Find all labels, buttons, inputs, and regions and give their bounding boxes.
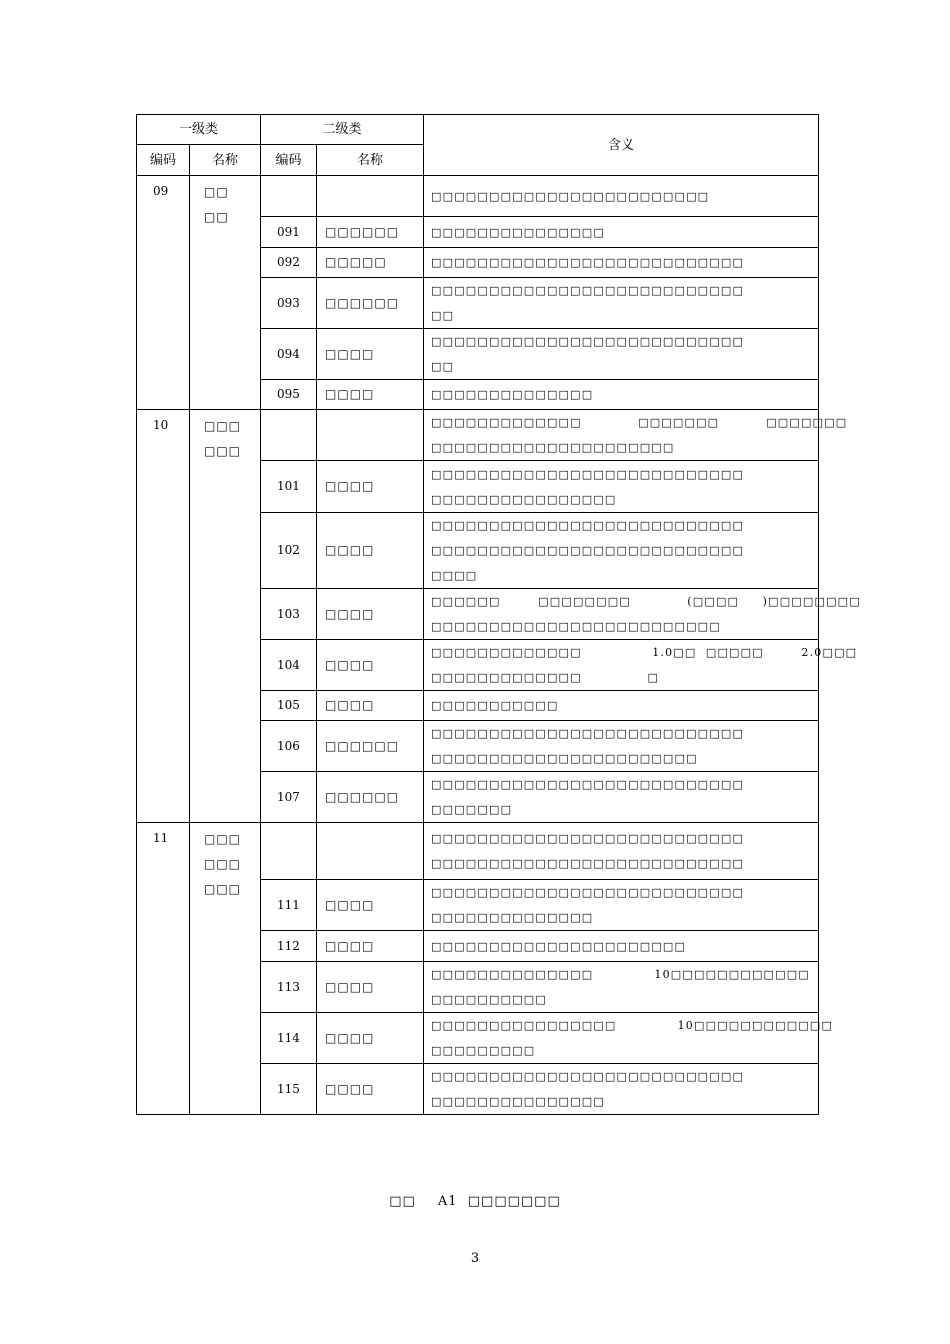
meaning-line: □□□□ bbox=[431, 569, 478, 582]
table-caption bbox=[0, 1194, 950, 1209]
level2-name: □□□□ bbox=[317, 380, 424, 410]
header-level2: 二级类 bbox=[261, 115, 424, 145]
level2-meaning bbox=[424, 278, 819, 329]
meaning-line: □□ bbox=[431, 309, 455, 322]
level2-code: 114 bbox=[261, 1013, 317, 1064]
level1-code: 09 bbox=[137, 176, 190, 410]
level1-name-line: □□□ bbox=[204, 444, 242, 458]
level1-name-line: □□□ bbox=[204, 857, 242, 871]
meaning-line: □□□□□□□□□□□□□□□□□□□□□□□□□ bbox=[431, 620, 721, 633]
meaning-line: □□□□□□□ bbox=[431, 803, 513, 816]
level1-name-line: □□□ bbox=[204, 882, 242, 896]
meaning-line: □□□□□□□□□□□□□□ 10□□□□□□□□□□□□ bbox=[431, 968, 810, 981]
level2-meaning bbox=[424, 329, 819, 380]
meaning-line: □□□□□□□□□□□□□□□□□□□□□□□□□□□ bbox=[431, 544, 745, 557]
caption-prefix: □□ bbox=[389, 1194, 416, 1209]
level2-code: 092 bbox=[261, 248, 317, 278]
level2-code: 107 bbox=[261, 772, 317, 823]
classification-table bbox=[136, 114, 861, 1115]
level2-name-empty bbox=[317, 176, 424, 217]
level2-meaning bbox=[424, 248, 819, 278]
level2-name: □□□□ bbox=[317, 962, 424, 1013]
meaning-line: □□□□□□□□□□□□□□□ bbox=[431, 225, 605, 239]
meaning-line: □□□□□□□□□□□□□□□□□□□□□□□□□□□ bbox=[431, 1070, 745, 1083]
table-row bbox=[137, 410, 819, 461]
meaning-line: □□□□□□□□□□□□□□□□□□□□□□□ bbox=[431, 752, 698, 765]
header-meaning: 含义 bbox=[424, 115, 819, 176]
level2-name: □□□□□□ bbox=[317, 772, 424, 823]
group-meaning bbox=[424, 823, 819, 880]
level2-code: 115 bbox=[261, 1064, 317, 1115]
level1-name-line: □□□ bbox=[204, 419, 242, 433]
meaning-line: □□□□□□□□□□□□□□ bbox=[431, 388, 594, 401]
level2-meaning bbox=[424, 217, 819, 248]
level2-code: 104 bbox=[261, 640, 317, 691]
caption-label: A1 bbox=[437, 1194, 458, 1209]
meaning-line: □□□□□□□□□□□□□□□□□□□□□□ bbox=[431, 939, 687, 953]
level2-meaning bbox=[424, 380, 819, 410]
level2-code-empty bbox=[261, 176, 317, 217]
header-level1-code: 编码 bbox=[137, 145, 190, 176]
meaning-line: □□□□□□□□□□□□□ □ bbox=[431, 671, 660, 684]
table-row bbox=[137, 176, 819, 217]
meaning-line: □□□□□□□□□□□□□□□□□□□□□□□□□□□ bbox=[431, 284, 745, 297]
header-level1: 一级类 bbox=[137, 115, 261, 145]
level2-meaning bbox=[424, 1064, 819, 1115]
level2-code: 112 bbox=[261, 931, 317, 962]
level2-meaning bbox=[424, 880, 819, 931]
level1-code: 10 bbox=[137, 410, 190, 823]
meaning-line: □□□□□□□□□□□□□□□□□□□□□□□□□□□ bbox=[431, 519, 745, 532]
level2-code: 091 bbox=[261, 217, 317, 248]
header-level2-name: 名称 bbox=[317, 145, 424, 176]
meaning-line: □□□□□□□□□□□□□□□□□□□□□□□□□□□ bbox=[431, 886, 745, 899]
level2-code: 113 bbox=[261, 962, 317, 1013]
level2-name: □□□□ bbox=[317, 691, 424, 721]
header-level1-name: 名称 bbox=[190, 145, 261, 176]
table-row bbox=[137, 823, 819, 880]
level2-meaning bbox=[424, 461, 819, 513]
level2-code: 111 bbox=[261, 880, 317, 931]
level2-meaning bbox=[424, 691, 819, 721]
meaning-line: □□□□□□□□□□□□□□□□□□□□□□□□ bbox=[431, 189, 710, 203]
level1-code: 11 bbox=[137, 823, 190, 1115]
meaning-line: □□□□□□□□□□□□□□□ bbox=[431, 1095, 605, 1108]
meaning-line: □□□□□□□□□□□□□□□□□□□□□ bbox=[431, 441, 675, 454]
level2-code: 106 bbox=[261, 721, 317, 772]
level2-meaning bbox=[424, 589, 861, 640]
page-number: 3 bbox=[470, 1251, 480, 1266]
level2-name: □□□□ bbox=[317, 1064, 424, 1115]
meaning-line: □□□□□□□□□□ bbox=[431, 993, 547, 1006]
level2-code: 103 bbox=[261, 589, 317, 640]
meaning-line: □□□□□□□□□□□ bbox=[431, 699, 559, 712]
caption-text: □□□□□□□ bbox=[467, 1194, 561, 1209]
meaning-line: □□□□□□□□□□□□□□□□□□□□□□□□□□□ bbox=[431, 778, 745, 791]
level2-name: □□□□□□ bbox=[317, 217, 424, 248]
level2-code: 102 bbox=[261, 513, 317, 589]
meaning-line: □□□□□□□□□□□□□□□□□□□□□□□□□□□ bbox=[431, 857, 745, 870]
level2-code: 093 bbox=[261, 278, 317, 329]
meaning-line: □□□□□□□□□□□□□□□□□□□□□□□□□□□ bbox=[431, 335, 745, 348]
level2-name: □□□□□□ bbox=[317, 721, 424, 772]
level2-name: □□□□□□ bbox=[317, 278, 424, 329]
meaning-line: □□□□□□□□□□□□□□□□□□□□□□□□□□□ bbox=[431, 256, 745, 269]
level2-name: □□□□ bbox=[317, 880, 424, 931]
meaning-line: □□□□□□□□□□□□□□□□ 10□□□□□□□□□□□□ bbox=[431, 1019, 834, 1032]
meaning-line: □□□□□□□□□□□□□□ bbox=[431, 911, 594, 924]
level2-meaning bbox=[424, 721, 819, 772]
level2-meaning bbox=[424, 513, 819, 589]
level2-name: □□□□ bbox=[317, 640, 424, 691]
level2-code: 101 bbox=[261, 461, 317, 513]
group-meaning bbox=[424, 410, 848, 461]
meaning-line: □□□□□□□□□ bbox=[431, 1044, 536, 1057]
level1-name-line: □□□ bbox=[204, 832, 242, 846]
meaning-line: □□□□□□□□□□□□□□□□□□□□□□□□□□□ bbox=[431, 832, 745, 845]
meaning-line: □□□□□□□□□□□□□ □□□□□□□ □□□□□□□ bbox=[431, 416, 848, 429]
level2-code-empty bbox=[261, 823, 317, 880]
level2-meaning bbox=[424, 772, 819, 823]
level2-code: 095 bbox=[261, 380, 317, 410]
level1-name bbox=[190, 823, 261, 1115]
level1-name-line: □□ bbox=[204, 210, 229, 224]
level2-name: □□□□ bbox=[317, 589, 424, 640]
level2-code-empty bbox=[261, 410, 317, 461]
level1-name-line: □□ bbox=[204, 185, 229, 199]
level2-code: 094 bbox=[261, 329, 317, 380]
level2-name: □□□□□ bbox=[317, 248, 424, 278]
header-level2-code: 编码 bbox=[261, 145, 317, 176]
meaning-line: □□□□□□ □□□□□□□□ (□□□□ )□□□□□□□□ bbox=[431, 595, 861, 608]
meaning-line: □□□□□□□□□□□□□□□□ bbox=[431, 492, 617, 506]
group-meaning bbox=[424, 176, 819, 217]
level1-name bbox=[190, 410, 261, 823]
level2-name-empty bbox=[317, 410, 424, 461]
level2-meaning bbox=[424, 640, 858, 691]
level2-meaning bbox=[424, 1013, 834, 1064]
level2-name: □□□□ bbox=[317, 329, 424, 380]
level2-name: □□□□ bbox=[317, 461, 424, 513]
meaning-line: □□ bbox=[431, 360, 455, 373]
level2-name-empty bbox=[317, 823, 424, 880]
level2-meaning bbox=[424, 962, 819, 1013]
level2-name: □□□□ bbox=[317, 931, 424, 962]
meaning-line: □□□□□□□□□□□□□□□□□□□□□□□□□□□ bbox=[431, 727, 745, 740]
meaning-line: □□□□□□□□□□□□□□□□□□□□□□□□□□□ bbox=[431, 467, 745, 481]
level2-code: 105 bbox=[261, 691, 317, 721]
level1-name bbox=[190, 176, 261, 410]
level2-name: □□□□ bbox=[317, 1013, 424, 1064]
meaning-line: □□□□□□□□□□□□□ 1.0□□ □□□□□ 2.0□□□ bbox=[431, 646, 858, 659]
level2-name: □□□□ bbox=[317, 513, 424, 589]
level2-meaning bbox=[424, 931, 819, 962]
